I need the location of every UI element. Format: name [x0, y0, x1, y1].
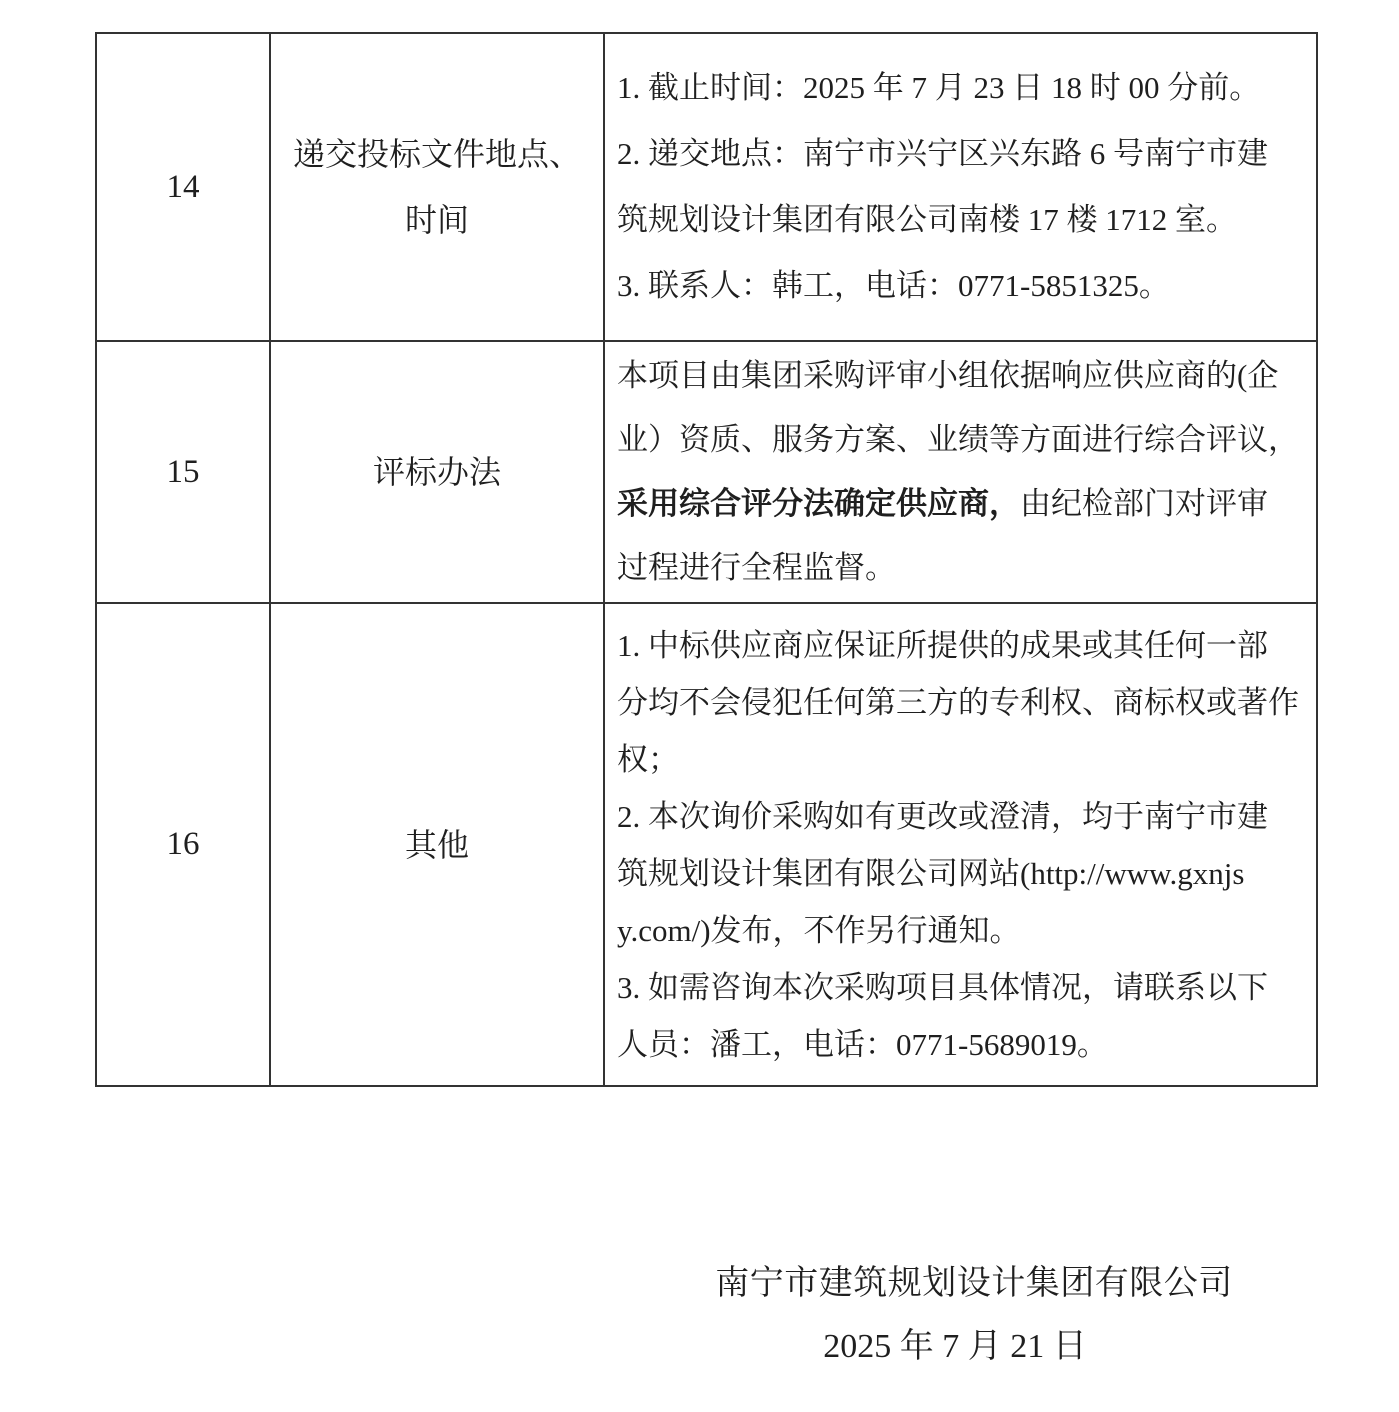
signature-company-name: 南宁市建筑规划设计集团有限公司	[715, 1265, 1233, 1302]
notice-table	[95, 32, 1318, 1087]
row-15-number: 15	[166, 453, 200, 490]
content-line: 业）资质、服务方案、业绩等方面进行综合评议，	[617, 422, 1299, 457]
content-line-with-bold	[617, 472, 1302, 536]
content-line: 分均不会侵犯任何第三方的专利权、商标权或著作	[617, 684, 1299, 720]
content-line: 3. 联系人：韩工，电话：0771-5851325。	[617, 268, 1170, 303]
content-line: 人员：潘工，电话：0771-5689019。	[617, 1026, 1108, 1062]
row-15-content-cell	[605, 342, 1316, 604]
row-15-label-cell	[271, 342, 605, 604]
row-16-label-line: 其他	[404, 826, 469, 863]
row-16-content-cell	[605, 604, 1316, 1085]
content-line: 1. 截止时间：2025 年 7 月 23 日 18 时 00 分前。	[617, 70, 1261, 105]
content-line: 过程进行全程监督。	[617, 550, 896, 585]
row-14-label-line: 递交投标文件地点、	[292, 136, 581, 172]
bold-evaluation-method-text: 采用综合评分法确定供应商，	[617, 486, 1020, 521]
content-line: 本项目由集团采购评审小组依据响应供应商的(企	[617, 358, 1279, 393]
content-line: 筑规划设计集团有限公司南楼 17 楼 1712 室。	[617, 202, 1237, 237]
row-16-label-cell	[271, 604, 605, 1085]
row-14-number-cell	[97, 34, 271, 342]
row-16-number-cell	[97, 604, 271, 1085]
content-line: 权；	[617, 741, 679, 777]
content-line: 2. 本次询价采购如有更改或澄清，均于南宁市建	[617, 798, 1268, 834]
content-line-with-url: y.com/)发布，不作另行通知。	[617, 912, 1021, 948]
row-16-number: 16	[166, 826, 200, 862]
row-14-number: 14	[166, 168, 200, 205]
row-15-number-cell	[97, 342, 271, 604]
row-14-label-cell	[271, 34, 605, 342]
content-line: 1. 中标供应商应保证所提供的成果或其任何一部	[617, 627, 1268, 663]
content-line-with-url: 筑规划设计集团有限公司网站(http://www.gxnjs	[617, 855, 1245, 891]
row-14-label-line: 时间	[404, 202, 469, 238]
after-bold-text: 由纪检部门对评审	[1020, 486, 1268, 521]
row-14-content-cell	[605, 34, 1316, 342]
row-15-label-line: 评标办法	[372, 454, 501, 490]
signature-date: 2025 年 7 月 21 日	[823, 1328, 1087, 1365]
content-line: 3. 如需咨询本次采购项目具体情况，请联系以下	[617, 969, 1268, 1005]
content-line: 2. 递交地点：南宁市兴宁区兴东路 6 号南宁市建	[617, 136, 1268, 171]
